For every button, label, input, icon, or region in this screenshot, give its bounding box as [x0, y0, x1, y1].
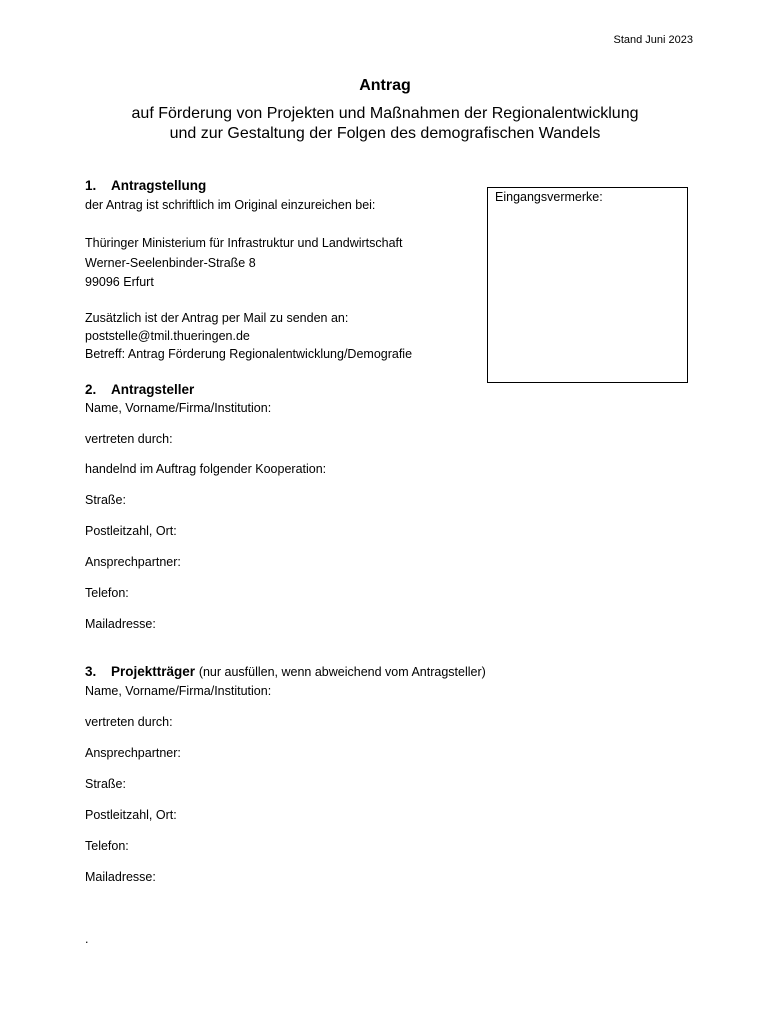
section-2-heading: [85, 382, 194, 397]
sponsor-name-field[interactable]: Name, Vorname/Firma/Institution:: [85, 684, 272, 698]
trailing-dot: .: [85, 932, 89, 946]
mail-intro: Zusätzlich ist der Antrag per Mail zu senden an:: [85, 311, 349, 325]
sponsor-phone-field[interactable]: Telefon:: [85, 839, 129, 853]
applicant-represented-by-field[interactable]: vertreten durch:: [85, 432, 173, 446]
document-date: Stand Juni 2023: [613, 34, 693, 46]
section-3-title: Projektträger: [111, 664, 196, 679]
section-3-number: 3.: [85, 664, 97, 679]
section-1-heading: [85, 178, 206, 193]
subtitle-line-2: und zur Gestaltung der Folgen des demografischen Wandels: [169, 125, 601, 142]
section-3-note: (nur ausfüllen, wenn abweichend vom Antragsteller): [198, 665, 486, 679]
receipt-note-label: Eingangsvermerke:: [495, 190, 603, 204]
applicant-postcode-city-field[interactable]: Postleitzahl, Ort:: [85, 524, 177, 538]
sponsor-represented-by-field[interactable]: vertreten durch:: [85, 715, 173, 729]
sponsor-email-field[interactable]: Mailadresse:: [85, 870, 156, 884]
receipt-note-box: [487, 187, 688, 383]
sponsor-postcode-city-field[interactable]: Postleitzahl, Ort:: [85, 808, 177, 822]
address-line-1: Thüringer Ministerium für Infrastruktur und Landwirtschaft: [85, 236, 403, 250]
section-2-title: Antragsteller: [111, 382, 195, 397]
address-line-2: Werner-Seelenbinder-Straße 8: [85, 256, 256, 270]
applicant-street-field[interactable]: Straße:: [85, 493, 126, 507]
email-address[interactable]: poststelle@tmil.thueringen.de: [85, 329, 250, 343]
section-1-number: 1.: [85, 178, 97, 193]
applicant-phone-field[interactable]: Telefon:: [85, 586, 129, 600]
applicant-name-field[interactable]: Name, Vorname/Firma/Institution:: [85, 401, 272, 415]
applicant-contact-person-field[interactable]: Ansprechpartner:: [85, 555, 181, 569]
section-1-title: Antragstellung: [111, 178, 207, 193]
sponsor-contact-person-field[interactable]: Ansprechpartner:: [85, 746, 181, 760]
document-subtitle: [0, 104, 770, 144]
applicant-cooperation-field[interactable]: handelnd im Auftrag folgender Kooperation:: [85, 462, 327, 476]
applicant-email-field[interactable]: Mailadresse:: [85, 617, 156, 631]
document-title: Antrag: [359, 77, 411, 94]
section-3-heading: [85, 664, 486, 679]
address-line-3: 99096 Erfurt: [85, 275, 154, 289]
sponsor-street-field[interactable]: Straße:: [85, 777, 126, 791]
section-2-number: 2.: [85, 382, 97, 397]
subtitle-line-1: auf Förderung von Projekten und Maßnahmen der Regionalentwicklung: [131, 105, 639, 122]
mail-subject: Betreff: Antrag Förderung Regionalentwicklung/Demografie: [85, 347, 413, 361]
section-1-intro: der Antrag ist schriftlich im Original einzureichen bei:: [85, 198, 376, 212]
